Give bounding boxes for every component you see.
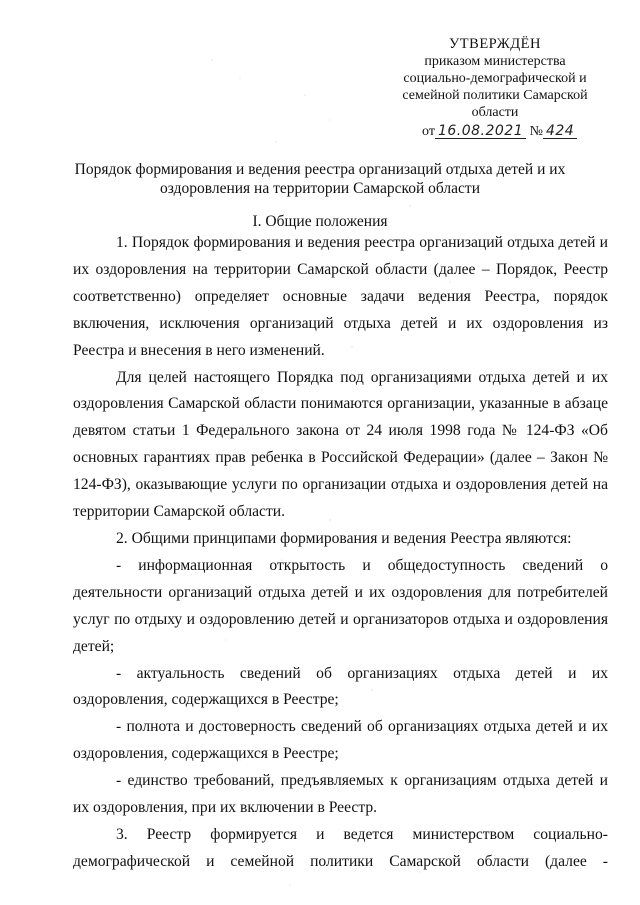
paragraph: 1. Порядок формирования и ведения реестра организаций отдыха детей и их оздоровления на территории Самарской области (далее – Порядок, Реестр соответственно) определяет основные задачи ведения Реестра, порядок включения, исключения организаций отдыха детей и их оздоровления из Реестра и внесения в него изменений. <box>73 234 608 359</box>
paragraph: 2. Общими принципами формирования и ведения Реестра являются: <box>116 529 572 547</box>
document-body <box>73 230 608 876</box>
paragraph: - единство требований, предъявляемых к организациям отдыха детей и их оздоровления, при их включении в Реестр. <box>73 772 608 817</box>
approval-stamp <box>380 36 610 143</box>
approval-date-row <box>380 123 610 143</box>
approval-line-3: семейной политики Самарской <box>402 88 588 103</box>
date-prefix: от <box>422 124 435 139</box>
number-prefix: № <box>529 124 543 139</box>
section-title: I. Общие положения <box>252 213 388 230</box>
approval-line-1: приказом министерства <box>424 54 566 69</box>
paragraph: Для целей настоящего Порядка под организациями отдыха детей и их оздоровления Самарской области понимаются организации, указанные в абзаце девятом статьи 1 Федерального закона от 24 июля 1998 года № 124-ФЗ «Об основных гарантиях прав ребенка в Российской Федерации» (далее – Закон № 124-ФЗ), оказывающие услуги по организации отдыха и оздоровления детей на территории Самарской области. <box>73 368 608 521</box>
handwritten-number: 424 <box>543 124 577 139</box>
document-title-line-1: Порядок формирования и ведения реестра организаций отдыха детей и их <box>74 161 566 178</box>
paragraph: 3. Реестр формируется и ведется министерством социально-демографической и семейной политики Самарской области (далее - <box>73 825 608 870</box>
paragraph: - полнота и достоверность сведений об организациях отдыха детей и их оздоровления, содержащихся в Реестре; <box>73 718 608 763</box>
handwritten-date: 16.08.2021 <box>435 124 526 139</box>
approval-line-2: социально-демографической и <box>403 71 587 86</box>
document-title-line-2: оздоровления на территории Самарской области <box>160 180 480 197</box>
approval-line-4: области <box>471 105 519 120</box>
approval-title: УТВЕРЖДЁН <box>449 36 541 52</box>
paragraph: - актуальность сведений об организациях отдыха детей и их оздоровления, содержащихся в Реестре; <box>73 664 608 709</box>
document-title <box>60 160 580 198</box>
paragraph: - информационная открытость и общедоступность сведений о деятельности организаций отдыха детей и их оздоровления для потребителей услуг по отдыху и оздоровлению детей и организаторов отдыха и оздоровления детей; <box>73 556 608 655</box>
